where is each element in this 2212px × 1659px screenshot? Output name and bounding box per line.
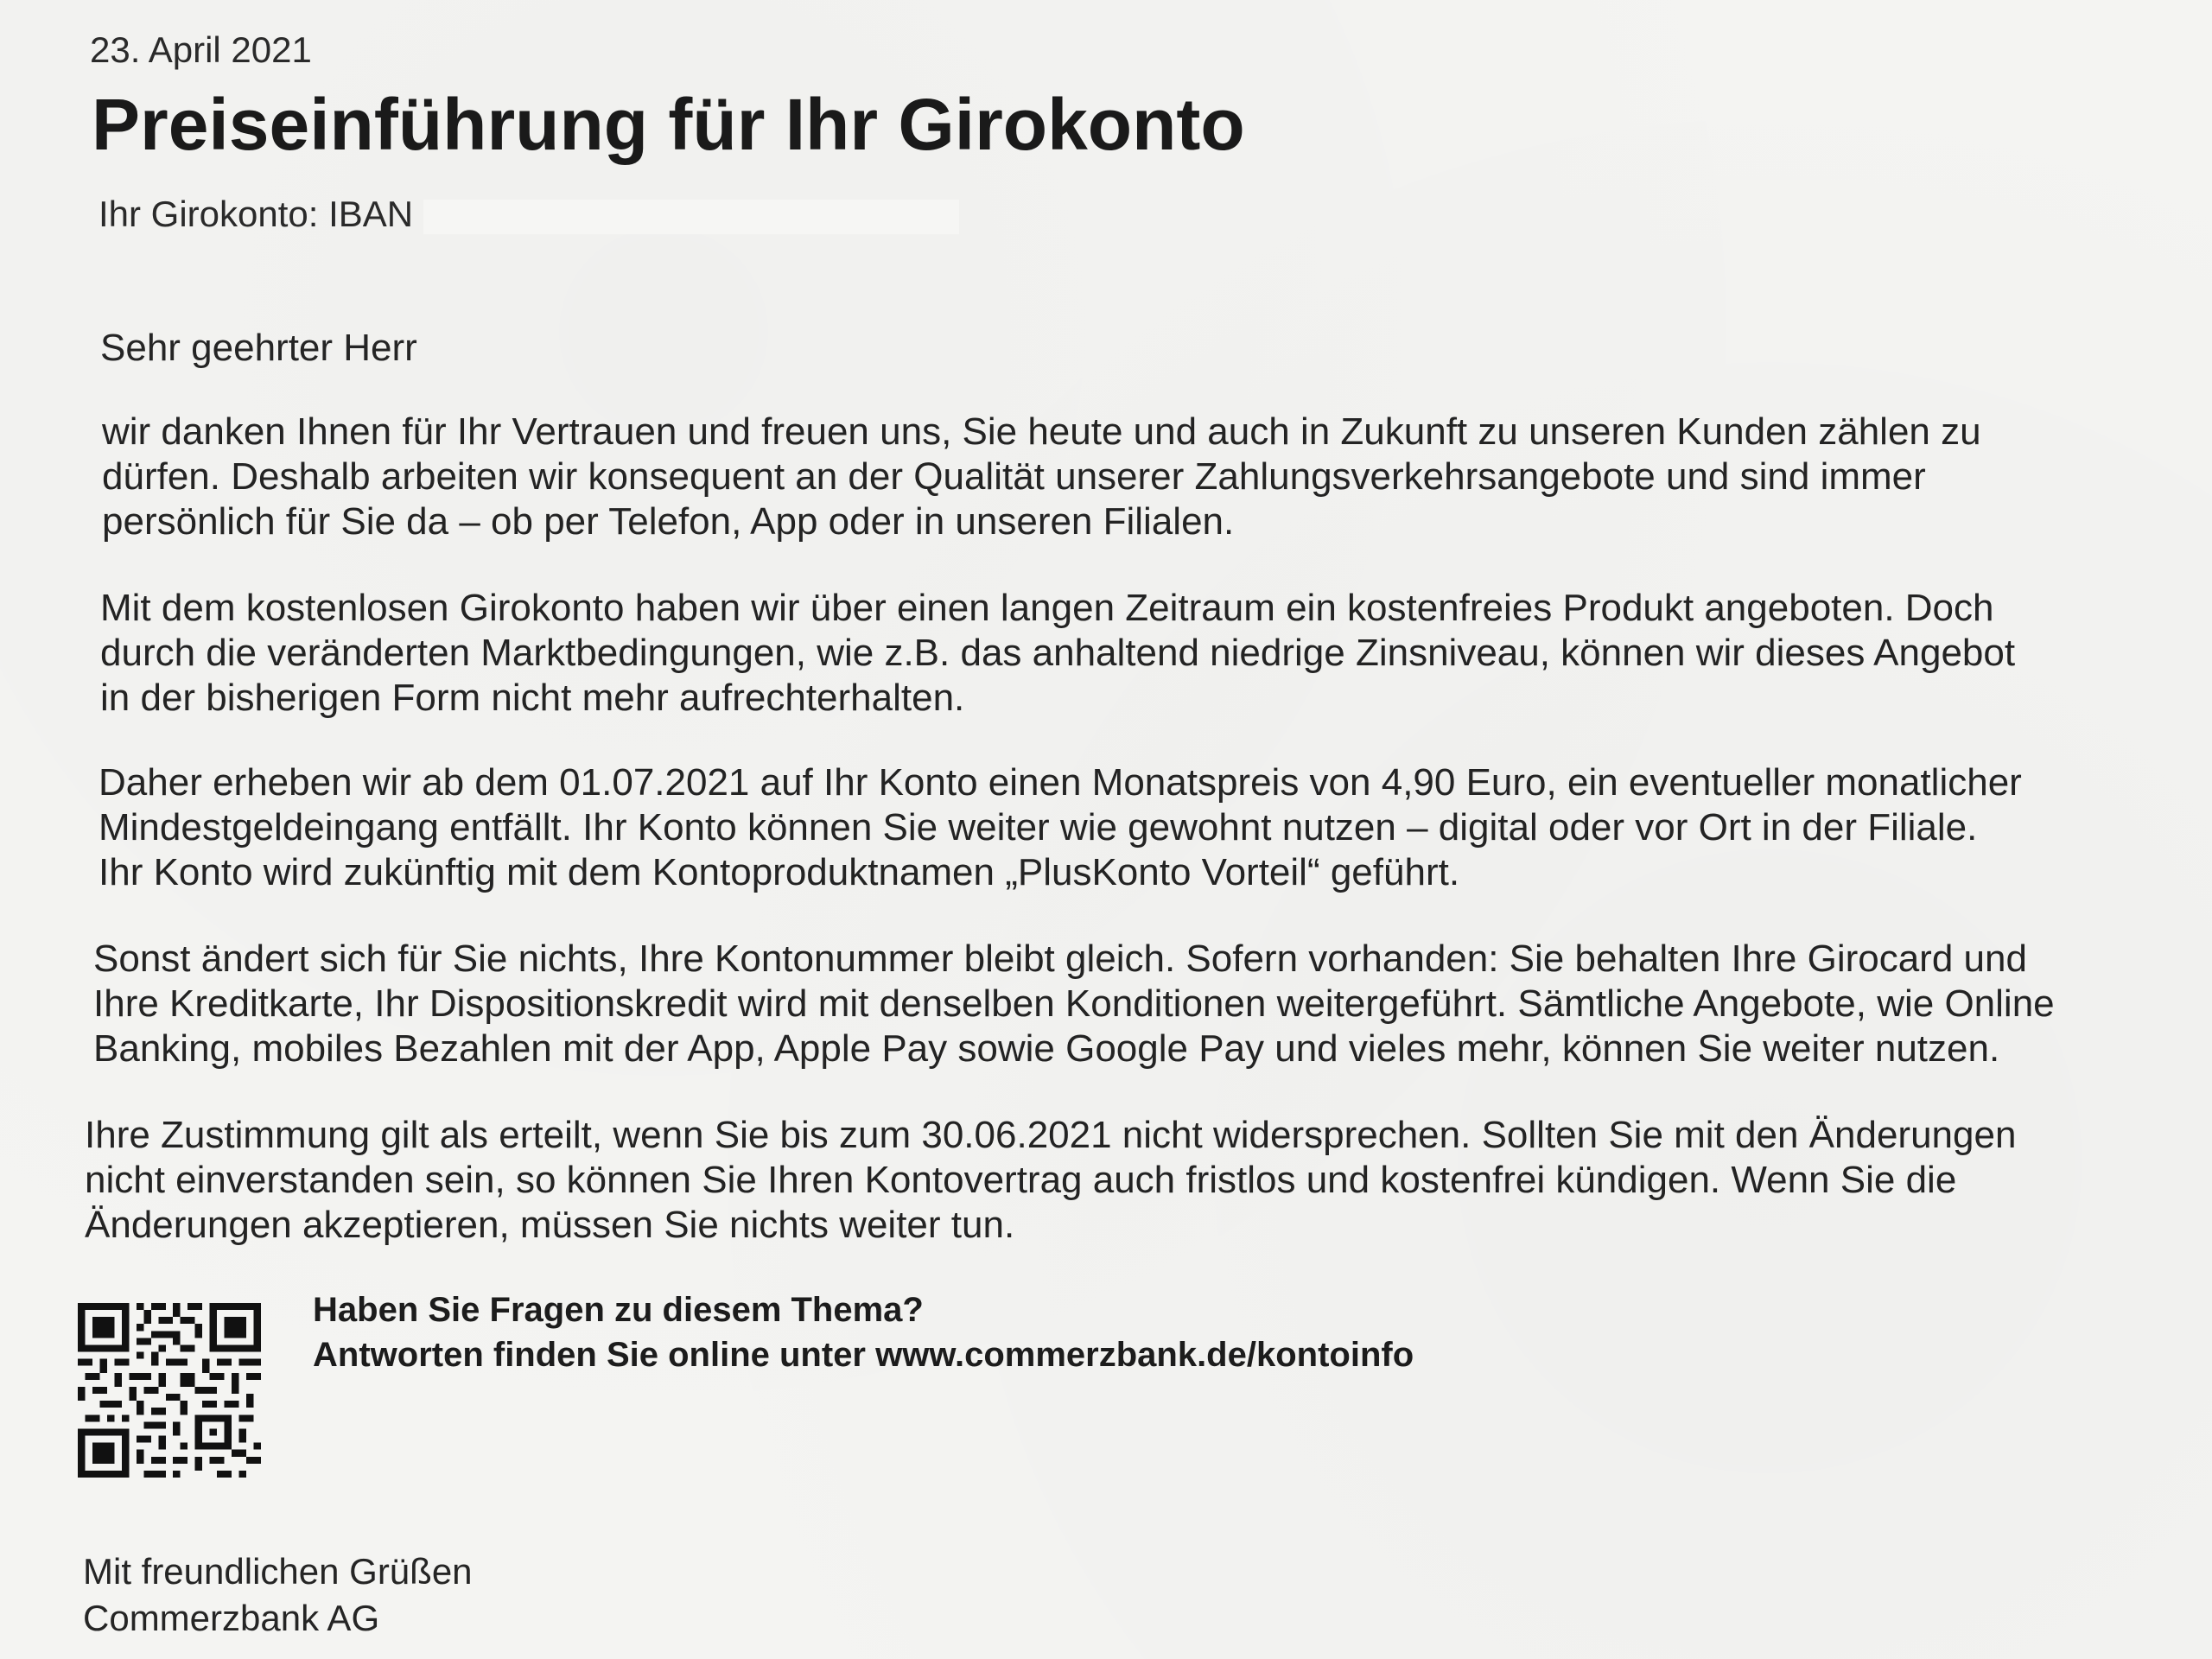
closing-block [83,1548,473,1642]
salutation: Sehr geehrter Herr [100,327,417,369]
letter-title: Preiseinführung für Ihr Girokonto [92,84,1245,165]
paragraph-line: wir danken Ihnen für Ihr Vertrauen und freuen uns, Sie heute und auch in Zukunft zu unseren Kunden zählen zu [102,410,1981,453]
paragraph-line: dürfen. Deshalb arbeiten wir konsequent an der Qualität unserer Zahlungsverkehrsangebote und sind immer [102,455,1926,498]
sender-name: Commerzbank AG [83,1598,380,1638]
closing-greeting: Mit freundlichen Grüßen [83,1551,473,1592]
paragraph-unchanged [93,937,2167,1071]
paragraph-line: Änderungen akzeptieren, müssen Sie nichts weiter tun. [85,1204,1015,1246]
paragraph-line: Ihre Kreditkarte, Ihr Dispositionskredit wird mit denselben Konditionen weitergeführt. Sämtliche Angebote, wie Online [93,982,2055,1025]
paragraph-line: Mindestgeldeingang entfällt. Ihr Konto können Sie weiter wie gewohnt nutzen – digital oder vor Ort in der Filiale. [99,806,1978,849]
paragraph-line: nicht einverstanden sein, so können Sie Ihren Kontovertrag auch fristlos und kostenfrei kündigen. Wenn Sie die [85,1159,1957,1201]
paragraph-market-conditions [100,586,2174,721]
paragraph-line: Sonst ändert sich für Sie nichts, Ihre Kontonummer bleibt gleich. Sofern vorhanden: Sie behalten Ihre Girocard und [93,938,2027,980]
account-line [99,194,959,235]
iban-redaction [423,200,959,234]
faq-block [313,1287,1414,1377]
paragraph-line: Ihre Zustimmung gilt als erteilt, wenn Sie bis zum 30.06.2021 nicht widersprechen. Sollten Sie mit den Änderungen [85,1114,2017,1156]
qr-code-icon[interactable] [78,1303,261,1478]
account-label: Ihr Girokonto: IBAN [99,194,414,234]
paragraph-line: Banking, mobiles Bezahlen mit der App, Apple Pay sowie Google Pay und vieles mehr, können Sie weiter nutzen. [93,1027,2000,1070]
paragraph-line: persönlich für Sie da – ob per Telefon, App oder in unseren Filialen. [102,500,1235,543]
paragraph-line: in der bisherigen Form nicht mehr aufrechterhalten. [100,677,965,719]
paragraph-monthly-price [99,760,2172,895]
paragraph-line: Daher erheben wir ab dem 01.07.2021 auf Ihr Konto einen Monatspreis von 4,90 Euro, ein eventueller monatlicher [99,761,2022,804]
paragraph-line: Ihr Konto wird zukünftig mit dem Kontoproduktnamen „PlusKonto Vorteil“ geführt. [99,851,1460,893]
paragraph-line: Mit dem kostenlosen Girokonto haben wir über einen langen Zeitraum ein kostenfreies Produkt angeboten. Doch [100,587,1994,629]
letter-date: 23. April 2021 [90,29,312,70]
faq-answer-link[interactable]: Antworten finden Sie online unter www.commerzbank.de/kontoinfo [313,1336,1414,1374]
paragraph-consent [85,1113,2158,1248]
paragraph-thanks [102,410,2176,544]
faq-question: Haben Sie Fragen zu diesem Thema? [313,1291,924,1329]
paragraph-line: durch die veränderten Marktbedingungen, wie z.B. das anhaltend niedrige Zinsniveau, können wir dieses Angebot [100,632,2016,674]
